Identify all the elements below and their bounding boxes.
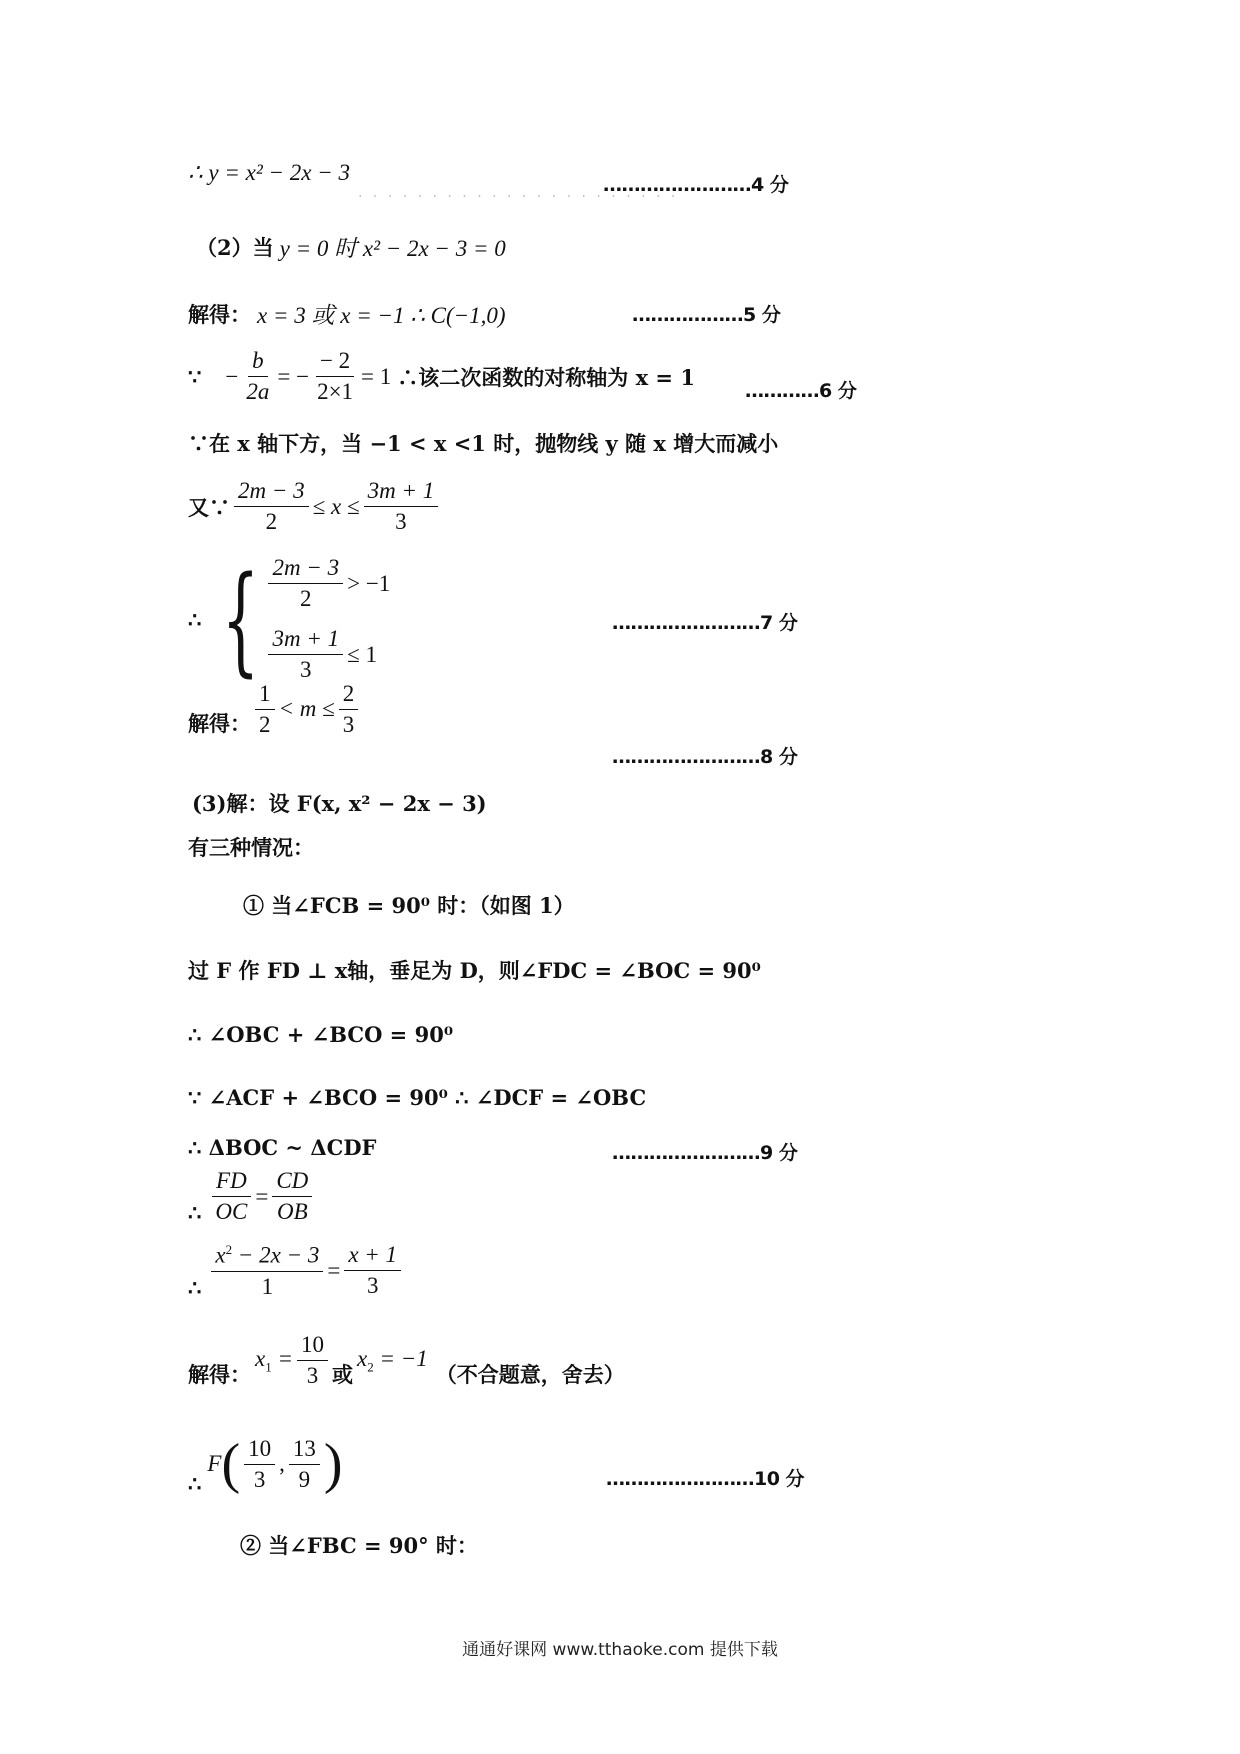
fraction-2m-3-over-2: $\frac{2m - 3}{2}$ (234, 478, 309, 535)
line-16-lead: ∴ (188, 1200, 202, 1225)
line-13-text: ∴ ∠OBC + ∠BCO = 90⁰ (188, 1022, 454, 1047)
fraction-10-over-3-point: $\frac{10}{3}$ (244, 1436, 275, 1493)
system-fraction-2: $\frac{3m + 1}{3}$ (268, 626, 343, 683)
line-3 (188, 297, 506, 330)
line-2 (196, 230, 506, 263)
line-3-label: 解得： (188, 301, 251, 327)
line-17-lead: ∴ (188, 1274, 202, 1300)
line-10-text: 有三种情况： (188, 835, 314, 860)
line-13 (188, 1022, 453, 1047)
brace: { (222, 550, 260, 688)
line-12 (188, 955, 761, 985)
score-10: ……………………10 分 (606, 1468, 805, 1490)
score-4: ……………………4 分 (603, 174, 789, 196)
fraction-13-over-9-point: $\frac{13}{9}$ (289, 1436, 320, 1493)
line-6: 又∵ $\frac{2m - 3}{2}$ ≤ x ≤ $\frac{3m + 1}{3}$ (188, 478, 442, 535)
line-19: ∴ F ( $\frac{10}{3}$ , $\frac{13}{9}$ ) (188, 1433, 343, 1496)
line-20 (240, 1530, 478, 1560)
fraction-cd-over-ob: $\frac{CD}{OB}$ (272, 1168, 312, 1225)
line-12-text: 过 F 作 FD ⊥ x轴，垂足为 D，则∠FDC = ∠BOC = 90⁰ (188, 958, 761, 983)
score-8: ……………………8 分 (612, 746, 798, 768)
fraction-1-over-2: $\frac{1}{2}$ (255, 681, 275, 738)
line-11 (243, 890, 575, 920)
system-fraction-1: $\frac{2m - 3}{2}$ (268, 555, 343, 612)
line-4: ∵ − $\frac{b}{2a}$ = − $\frac{- 2}{2\times 1}$ = 1 ∴该二次函数的对称轴为 x = 1 (188, 348, 695, 404)
line-18-tail: （不合题意，舍去） (435, 1362, 625, 1387)
line-10 (188, 832, 314, 862)
line-8-label: 解得： (188, 711, 251, 736)
score-9: ……………………9 分 (612, 1142, 798, 1164)
fraction-fd-over-oc: $\frac{FD}{OC}$ (211, 1168, 251, 1225)
line-17: ∴ $\frac{x^2 - 2x - 3}{1}$ = $\frac{x + 1}{3}$ (188, 1242, 405, 1300)
line-18-label: 解得： (188, 1362, 251, 1387)
line-5-text: ∵在 x 轴下方，当 −1 < x <1 时，抛物线 y 随 x 增大而减小 (188, 431, 779, 456)
line-20-text: ② 当∠FBC = 90° 时： (240, 1533, 478, 1558)
line-1 (188, 160, 350, 186)
line-18: 解得： $x_1$ = $\frac{10}{3}$ 或 $x_2 = -1$ （不合题意，舍去） (188, 1332, 625, 1388)
score-5: ………………5 分 (632, 304, 781, 326)
fraction-10-over-3: $\frac{10}{3}$ (297, 1332, 328, 1389)
line-14 (188, 1085, 646, 1110)
line-19-lead: ∴ (188, 1471, 202, 1496)
line-15 (188, 1135, 376, 1160)
score-7: ……………………7 分 (612, 612, 798, 634)
line-4-lead: ∵ (188, 364, 202, 389)
line-15-text: ∴ ΔBOC ~ ΔCDF (188, 1135, 377, 1160)
dotted-guide: . . . . . . . . . . . . . . . . . . . . . . (358, 185, 679, 201)
fraction-x+1-over-3: $\frac{x + 1}{3}$ (344, 1242, 401, 1299)
fraction-quadratic-over-1: $\frac{x^2 - 2x - 3}{1}$ (211, 1242, 323, 1300)
line-14-text: ∵ ∠ACF + ∠BCO = 90⁰ ∴ ∠DCF = ∠OBC (188, 1085, 647, 1110)
line-2-math: y = 0 时 x² − 2x − 3 = 0 (279, 236, 506, 261)
line-9 (192, 788, 487, 818)
line-8: 解得： $\frac{1}{2}$ < m ≤ $\frac{2}{3}$ (188, 708, 362, 740)
footer-watermark: 通通好课网 www.tthaoke.com 提供下载 (462, 1640, 778, 1660)
line-6-lead: 又∵ (188, 494, 230, 520)
fraction-3m+1-over-3: $\frac{3m + 1}{3}$ (364, 478, 439, 535)
line-1-math: ∴ y = x² − 2x − 3 (188, 160, 350, 185)
fraction-neg2-over-2x1: $\frac{- 2}{2\times 1}$ (317, 348, 354, 404)
line-9-text: (3)解：设 F(x, x² − 2x − 3) (192, 791, 487, 816)
line-16: ∴ $\frac{FD}{OC}$ = $\frac{CD}{OB}$ (188, 1168, 316, 1225)
score-6: …………6 分 (745, 380, 857, 402)
fraction-2-over-3: $\frac{2}{3}$ (339, 681, 359, 738)
line-11-text: ① 当∠FCB = 90⁰ 时：（如图 1） (243, 893, 575, 918)
line-5 (188, 428, 778, 458)
line-2-label: （2）当 (196, 234, 274, 260)
line-3-math: x = 3 或 x = −1 ∴ C(−1,0) (257, 303, 506, 328)
line-7-system: ∴ { $\frac{2m - 3}{2}$ > −1 $\frac{3m + 1}{3}$ ≤ 1 (188, 550, 391, 688)
line-4-text: ∴该二次函数的对称轴为 x = 1 (397, 364, 695, 390)
fraction-b-over-2a: $\frac{b}{2a}$ (246, 348, 270, 404)
